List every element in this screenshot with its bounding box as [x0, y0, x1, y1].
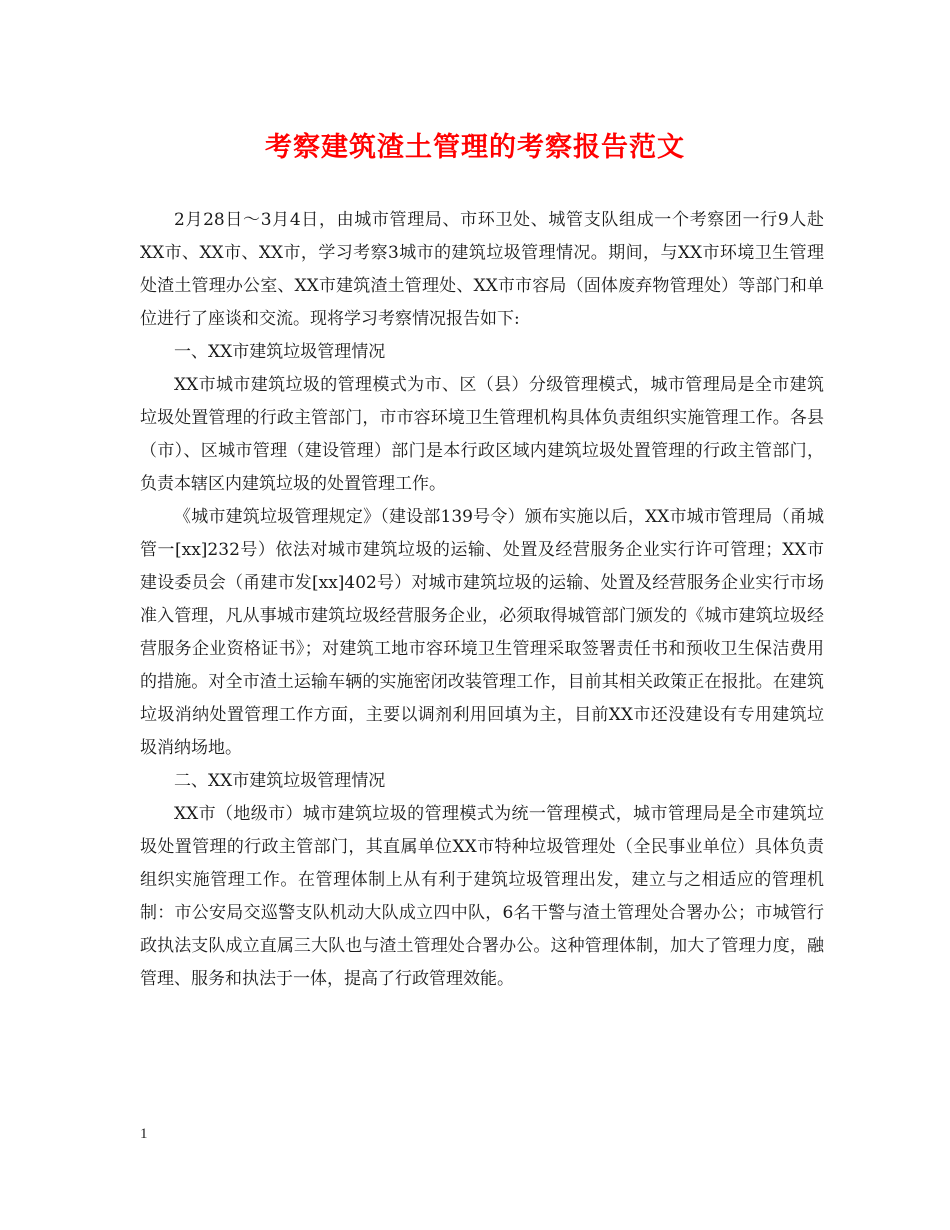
- section-1-paragraph-2: 《城市建筑垃圾管理规定》（建设部139号令）颁布实施以后，XX市城市管理局（甬城管一[xx]232号）依法对城市建筑垃圾的运输、处置及经营服务企业实行许可管理；XX市建设委员会（甬建市发[xx]402号）对城市建筑垃圾的运输、处置及经营服务企业实行市场准入管理，凡从事城市建筑垃圾经营服务企业，必须取得城管部门颁发的《城市建筑垃圾经营服务企业资格证书》；对建筑工地市容环境卫生管理采取签署责任书和预收卫生保洁费用的措施。对全市渣土运输车辆的实施密闭改装管理工作，目前其相关政策正在报批。在建筑垃圾消纳处置管理工作方面，主要以调剂利用回填为主，目前XX市还没建设有专用建筑垃圾消纳场地。: [140, 507, 824, 758]
- section-heading-2: 二、XX市建筑垃圾管理情况: [174, 771, 386, 791]
- intro-paragraph: 2月28日～3月4日，由城市管理局、市环卫处、城管支队组成一个考察团一行9人赴XX市、XX市、XX市，学习考察3城市的建筑垃圾管理情况。期间，与XX市环境卫生管理处渣土管理办公室、XX市建筑渣土管理处、XX市市容局（固体废弃物管理处）等部门和单位进行了座谈和交流。现将学习考察情况报告如下:: [140, 210, 824, 329]
- document-title: 考察建筑渣土管理的考察报告范文: [265, 132, 685, 163]
- section-2-paragraph-1: XX市（地级市）城市建筑垃圾的管理模式为统一管理模式，城市管理局是全市建筑垃圾处置管理的行政主管部门，其直属单位XX市特种垃圾管理处（全民事业单位）具体负责组织实施管理工作。在管理体制上从有利于建筑垃圾管理出发，建立与之相适应的管理机制：市公安局交巡警支队机动大队成立四中队，6名干警与渣土管理处合署办公；市城管行政执法支队成立直属三大队也与渣土管理处合署办公。这种管理体制，加大了管理力度，融管理、服务和执法于一体，提高了行政管理效能。: [140, 804, 824, 989]
- document-body: [140, 204, 824, 996]
- section-1-paragraph-1: XX市城市建筑垃圾的管理模式为市、区（县）分级管理模式，城市管理局是全市建筑垃圾处置管理的行政主管部门，市市容环境卫生管理机构具体负责组织实施管理工作。各县（市）、区城市管理（建设管理）部门是本行政区域内建筑垃圾处置管理的行政主管部门，负责本辖区内建筑垃圾的处置管理工作。: [140, 375, 824, 494]
- page-number: 1: [140, 1126, 148, 1142]
- section-heading-1: 一、XX市建筑垃圾管理情况: [174, 342, 386, 362]
